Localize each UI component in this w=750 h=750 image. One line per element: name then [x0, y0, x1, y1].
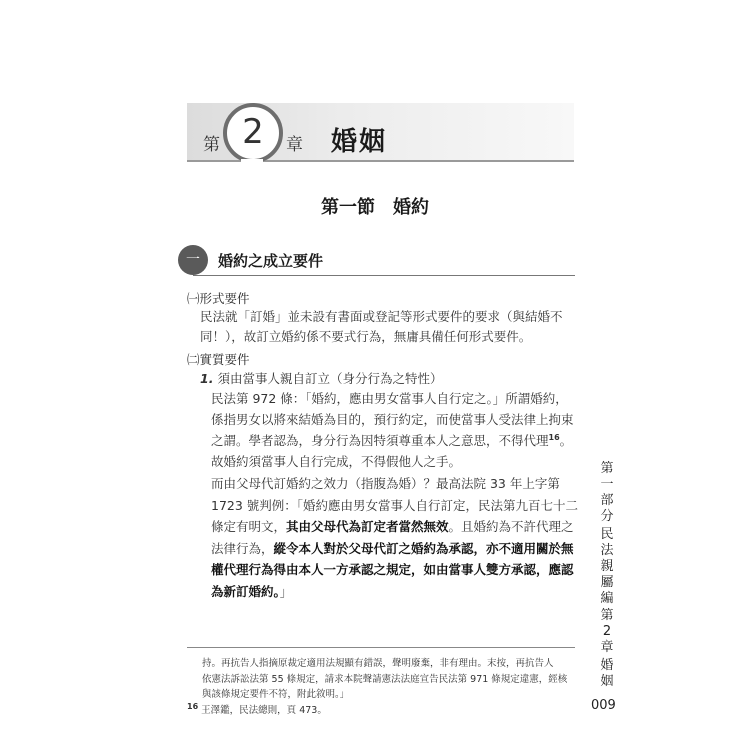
emphasis-line: 權代理行為得由本人一方承認之規定，如由當事人雙方承認，應認 [211, 562, 574, 577]
heading-marker: 一 [178, 245, 208, 275]
side-tab-title [597, 658, 617, 690]
body-line: 民法第 972 條：「婚約，應由男女當事人自行定之。」所謂婚約， [211, 391, 568, 406]
heading-title: 婚約之成立要件 [218, 252, 324, 270]
body-text: 。且婚約為不許代理之 [448, 519, 574, 534]
body-line-with-footnote: 之謂。學者認為，身分行為因特須尊重本人之意思，不得代理$^{16}$。 [211, 432, 573, 448]
footnote-line: 與該條規定要件不符，附此敘明。」 [202, 689, 350, 700]
body-text: 之謂。學者認為，身分行為因特須尊重本人之意思，不得代理 [211, 433, 549, 448]
body-line: 故婚約須當事人自行完成，不得假他人之手。 [211, 454, 462, 469]
side-char: 屬 [600, 575, 614, 590]
item-1-text: 須由當事人親自訂立（身分行為之特性） [217, 371, 443, 386]
side-tab-part [597, 461, 617, 525]
body-line: 係指男女以將來結婚為目的，預行約定，而使當事人受法律上拘束 [211, 412, 574, 427]
body-line-mixed [211, 517, 574, 535]
side-char: 部 [600, 493, 614, 508]
side-char: 分 [600, 509, 614, 524]
side-char: 民 [600, 527, 614, 542]
chapter-number: 2 [242, 112, 264, 152]
body-text: 」 [279, 584, 293, 599]
footnote-16 [187, 702, 327, 716]
side-char: 第 [600, 461, 614, 476]
side-char: 第 [600, 608, 614, 623]
footnote-line: 持。再抗告人指摘原裁定適用法規顯有錯誤，聲明廢棄，非有理由。末按，再抗告人 [202, 658, 554, 669]
body-line-mixed [211, 582, 292, 600]
subhead-formal: ㈠形式要件 [187, 291, 250, 306]
body-line-mixed [211, 539, 574, 557]
chapter-title: 婚姻 [331, 127, 388, 157]
item-1-number: 1. [200, 371, 214, 386]
body-text: 條定有明文， [211, 519, 287, 534]
chapter-suffix: 章 [286, 135, 303, 155]
body-line: 1723 號判例：「婚約應由男女當事人自行訂定，民法第九百七十二 [211, 498, 579, 513]
body-line: 同！），故訂立婚約係不要式行為，無庸具備任何形式要件。 [200, 329, 532, 344]
footnote-line: 依憲法訴訟法第 55 條規定，請求本院聲請憲法法庭宣告民法第 971 條規定違憲，經核 [202, 674, 568, 685]
subhead-substantive: ㈡實質要件 [187, 352, 250, 367]
page-number: 009 [591, 698, 616, 713]
footnote-ref: 16 [548, 432, 560, 442]
footnote-number: 16 [187, 702, 199, 711]
emphasis-text: 縱令本人對於父母代訂之婚約為承認，亦不適用關於無 [273, 541, 574, 556]
side-char: 婚 [600, 658, 614, 673]
body-text: 法律行為， [211, 541, 274, 556]
side-char: 章 [600, 640, 614, 655]
section-title: 第一節 婚約 [321, 197, 429, 218]
side-tab-book [597, 527, 617, 607]
side-tab-chapter [597, 608, 617, 656]
side-char: 編 [600, 591, 614, 606]
side-char: 姻 [600, 674, 614, 689]
body-line: 而由父母代訂婚約之效力（指腹為婚）？最高法院 33 年上字第 [211, 476, 560, 491]
emphasis-text: 為新訂婚約。 [211, 584, 280, 599]
heading-rule [193, 275, 575, 276]
side-char: 2 [602, 624, 612, 639]
side-char: 法 [600, 543, 614, 558]
chapter-prefix: 第 [203, 135, 220, 155]
side-char: 親 [600, 559, 614, 574]
item-1-heading [200, 369, 442, 387]
footnote-text: 王澤鑑，民法總則，頁 473。 [201, 705, 327, 717]
body-line: 民法就「訂婚」並未設有書面或登記等形式要件的要求（與結婚不 [200, 309, 563, 324]
footnote-rule [187, 647, 575, 648]
emphasis-text: 其由父母代為訂定者當然無效 [286, 519, 449, 534]
side-char: 一 [600, 477, 614, 492]
